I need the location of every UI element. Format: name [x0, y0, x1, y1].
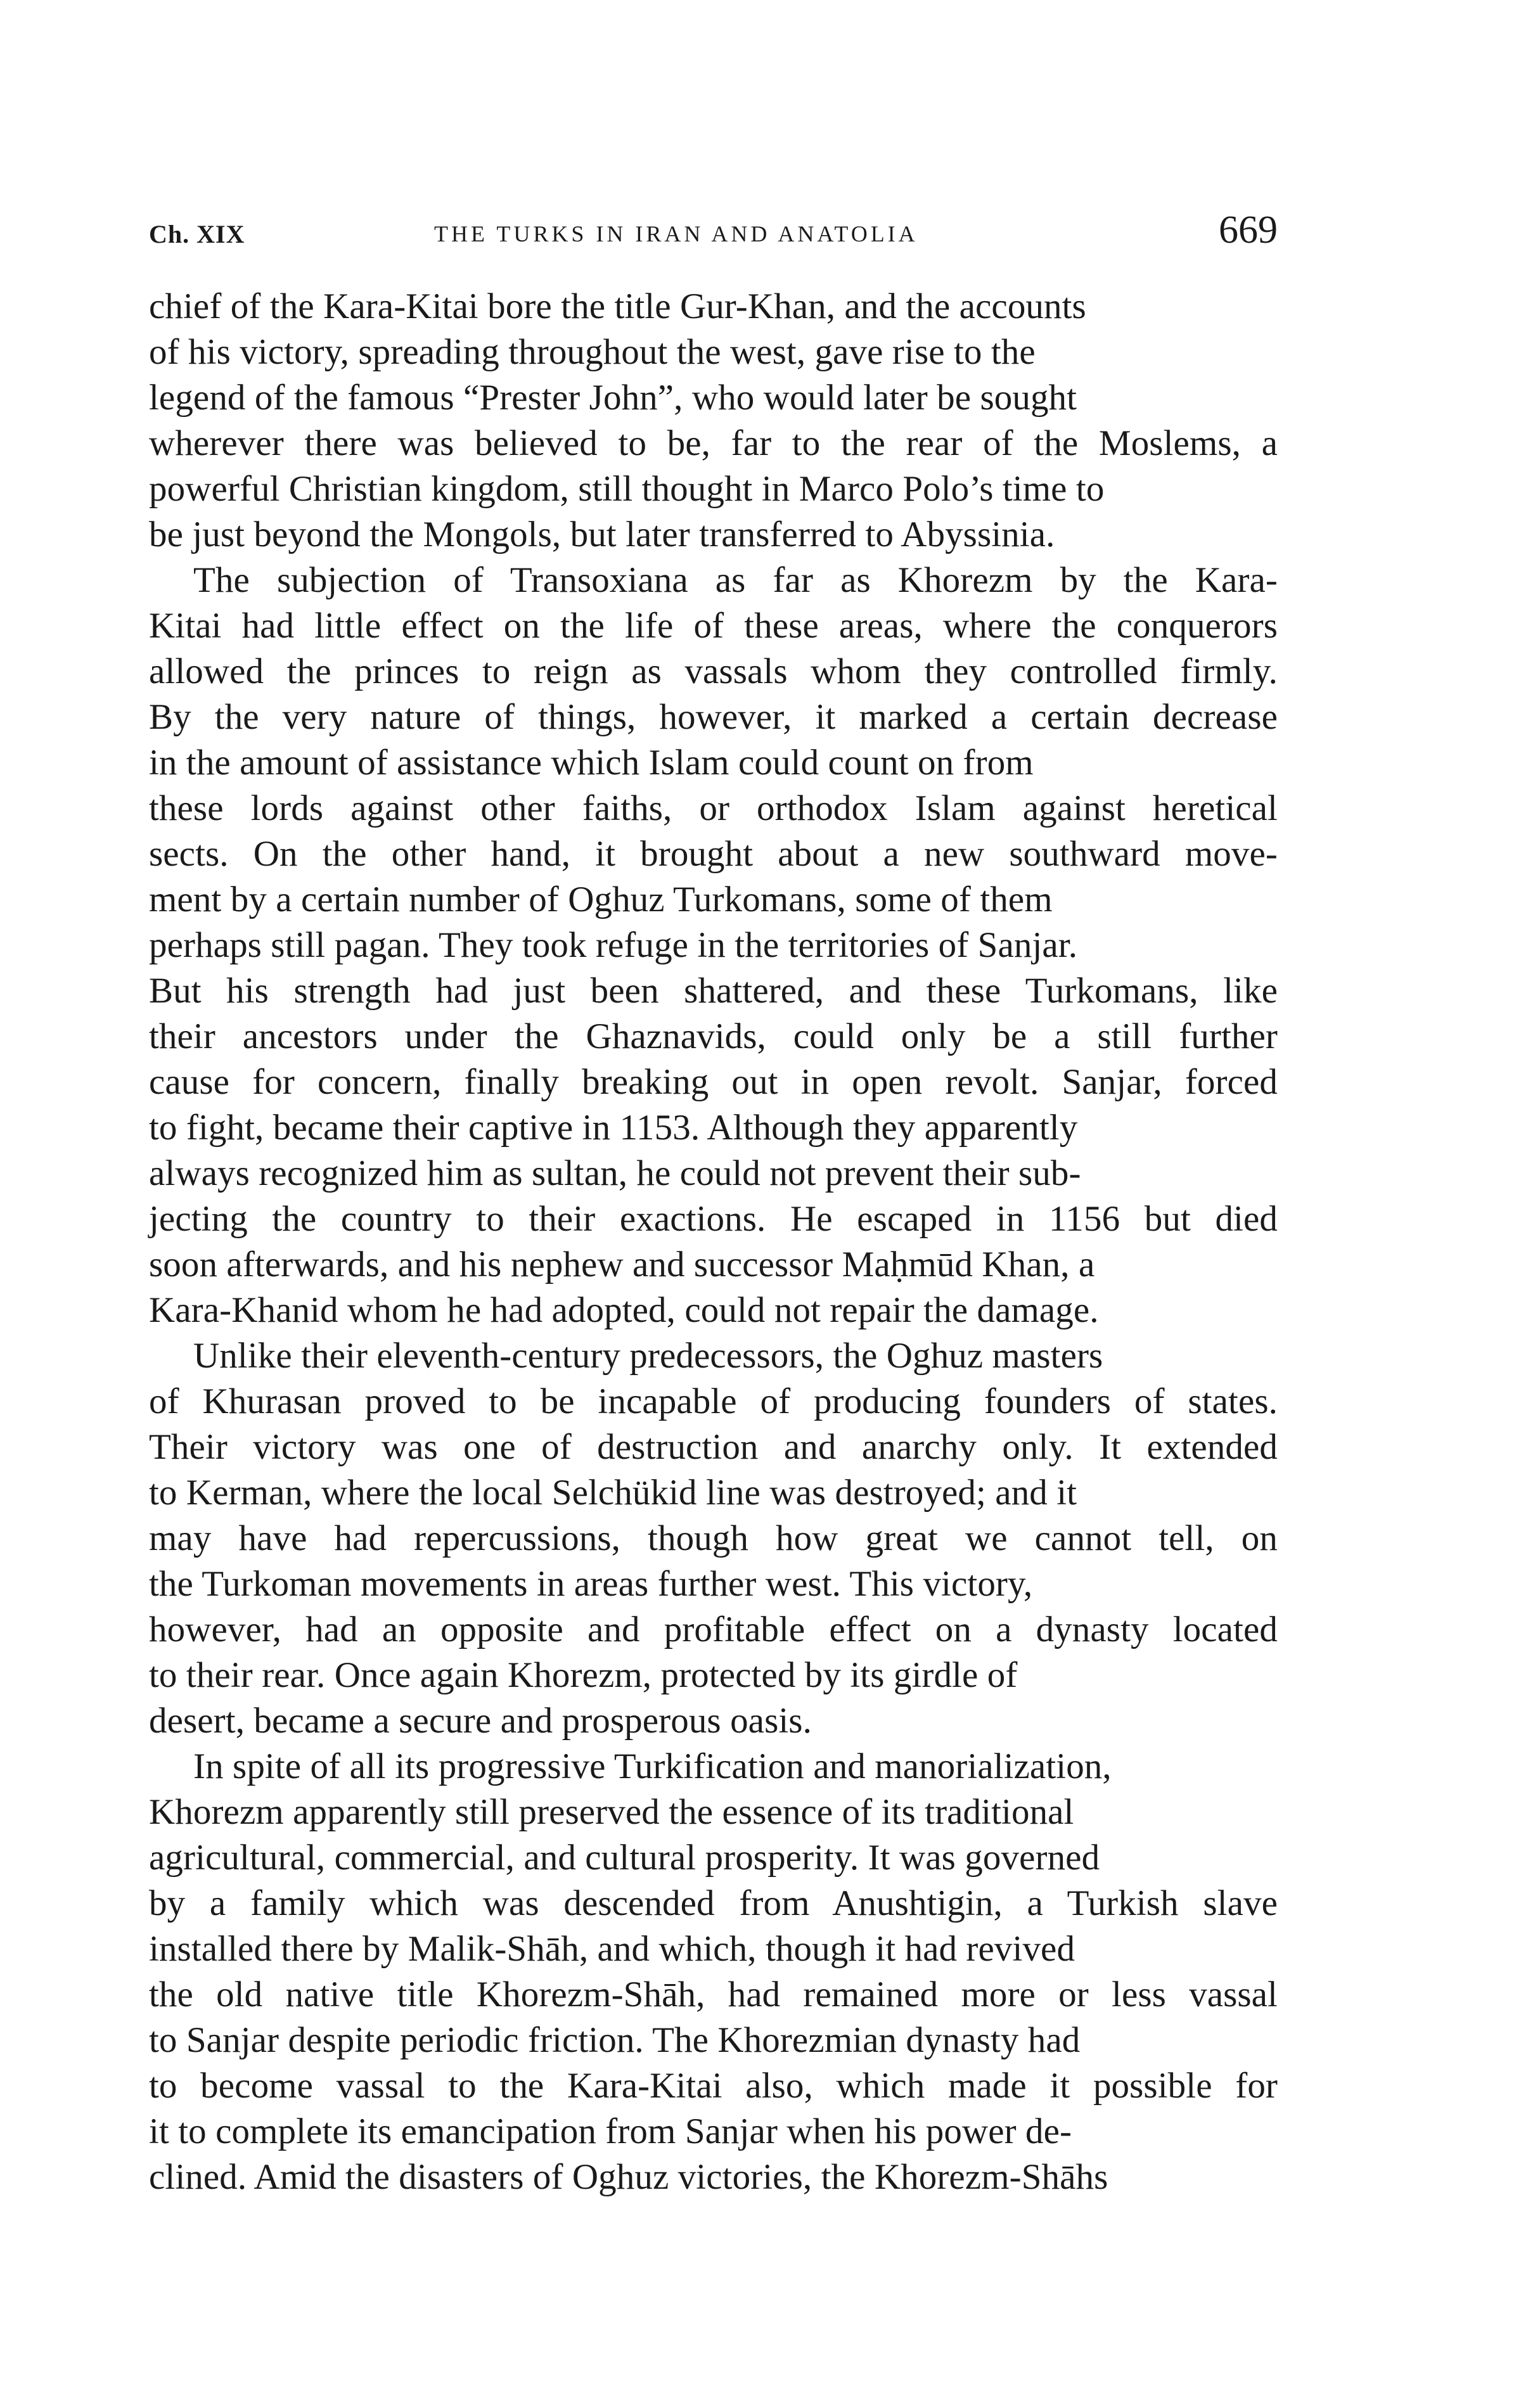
text-line: But his strength had just been shattered, and these Turkomans, like	[149, 971, 1278, 1011]
text-line: The subjection of Transoxiana as far as Khorezm by the Kara-	[193, 560, 1278, 600]
text-line: their ancestors under the Ghaznavids, could only be a still further	[149, 1016, 1278, 1056]
text-line: clined. Amid the disasters of Oghuz victories, the Khorezm-Shāhs	[149, 2157, 1108, 2197]
text-line: Kara-Khanid whom he had adopted, could not repair the damage.	[149, 1290, 1099, 1330]
text-line: in the amount of assistance which Islam could count on from	[149, 743, 1034, 783]
text-line: to their rear. Once again Khorezm, protected by its girdle of	[149, 1655, 1018, 1695]
text-line: In spite of all its progressive Turkification and manorialization,	[193, 1746, 1112, 1786]
text-line: it to complete its emancipation from Sanjar when his power de-	[149, 2111, 1072, 2151]
text-line: to Kerman, where the local Selchükid line was destroyed; and it	[149, 1473, 1077, 1513]
running-title: THE TURKS IN IRAN AND ANATOLIA	[434, 221, 918, 247]
text-line: Their victory was one of destruction and anarchy only. It extended	[149, 1427, 1278, 1467]
text-line: Khorezm apparently still preserved the essence of its traditional	[149, 1792, 1074, 1832]
text-line: may have had repercussions, though how great we cannot tell, on	[149, 1518, 1278, 1558]
text-line: By the very nature of things, however, it marked a certain decrease	[149, 697, 1278, 737]
text-line: installed there by Malik-Shāh, and which, though it had revived	[149, 1929, 1075, 1969]
text-line: the Turkoman movements in areas further west. This victory,	[149, 1564, 1033, 1604]
text-line: Unlike their eleventh-century predecessors, the Oghuz masters	[193, 1336, 1103, 1376]
running-header	[149, 208, 1278, 259]
text-line: Kitai had little effect on the life of these areas, where the conquerors	[149, 606, 1278, 646]
text-line: of his victory, spreading throughout the west, gave rise to the	[149, 332, 1036, 372]
text-line: legend of the famous “Prester John”, who would later be sought	[149, 378, 1077, 418]
text-line: desert, became a secure and prosperous oasis.	[149, 1701, 812, 1741]
text-line: of Khurasan proved to be incapable of producing founders of states.	[149, 1381, 1278, 1421]
text-line: to fight, became their captive in 1153. Although they apparently	[149, 1108, 1078, 1148]
text-line: to become vassal to the Kara-Kitai also, which made it possible for	[149, 2066, 1278, 2106]
text-line: however, had an opposite and profitable effect on a dynasty located	[149, 1610, 1278, 1649]
text-line: the old native title Khorezm-Shāh, had remained more or less vassal	[149, 1975, 1278, 2014]
text-line: by a family which was descended from Anushtigin, a Turkish slave	[149, 1883, 1278, 1923]
text-line: these lords against other faiths, or orthodox Islam against heretical	[149, 788, 1278, 828]
chapter-label: Ch. XIX	[149, 220, 245, 248]
text-line: wherever there was believed to be, far to the rear of the Moslems, a	[149, 423, 1278, 463]
text-line: chief of the Kara-Kitai bore the title Gur-Khan, and the accounts	[149, 286, 1086, 326]
text-line: jecting the country to their exactions. He escaped in 1156 but died	[149, 1199, 1278, 1239]
text-line: to Sanjar despite periodic friction. The Khorezmian dynasty had	[149, 2020, 1081, 2060]
text-line: cause for concern, finally breaking out in open revolt. Sanjar, forced	[149, 1062, 1278, 1102]
text-line: be just beyond the Mongols, but later transferred to Abyssinia.	[149, 515, 1055, 554]
text-line: sects. On the other hand, it brought about a new southward move-	[149, 834, 1278, 874]
text-line: ment by a certain number of Oghuz Turkomans, some of them	[149, 880, 1053, 919]
text-line: soon afterwards, and his nephew and successor Maḥmūd Khan, a	[149, 1245, 1095, 1284]
text-line: perhaps still pagan. They took refuge in the territories of Sanjar.	[149, 925, 1078, 965]
text-line: agricultural, commercial, and cultural prosperity. It was governed	[149, 1838, 1100, 1878]
text-line: allowed the princes to reign as vassals whom they controlled firmly.	[149, 651, 1278, 691]
page-number: 669	[1219, 208, 1278, 252]
body-text	[149, 284, 1278, 2200]
text-line: powerful Christian kingdom, still thought in Marco Polo’s time to	[149, 469, 1105, 509]
text-line: always recognized him as sultan, he could not prevent their sub-	[149, 1153, 1081, 1193]
